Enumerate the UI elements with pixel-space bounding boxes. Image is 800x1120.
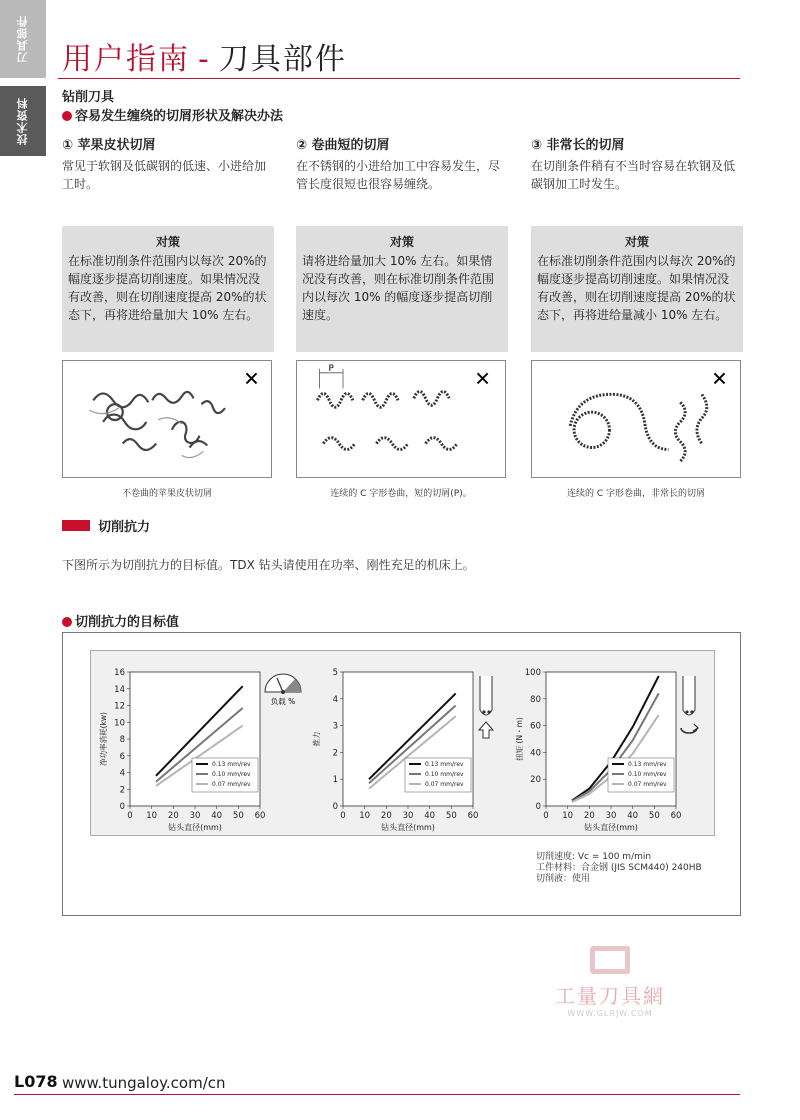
chip-heading: 容易发生缠绕的切屑形状及解决办法: [62, 105, 283, 124]
reject-mark: ✕: [243, 367, 260, 391]
legend-label: 0.10 mm/rev: [628, 771, 667, 778]
x-tick-label: 40: [424, 811, 436, 821]
load-gauge-icon: [265, 674, 301, 694]
page-number: L078: [14, 1072, 58, 1091]
x-tick-label: 10: [562, 811, 574, 821]
chip-caption-3: 连续的 C 字形卷曲，非常长的切屑: [566, 489, 705, 499]
y-tick-label: 0: [119, 802, 125, 812]
drill-thrust-icon: [479, 676, 493, 738]
y-axis-label: 扭矩 (N・m): [515, 717, 524, 761]
footer-url-link[interactable]: www.tungaloy.com/cn: [62, 1074, 226, 1092]
y-tick-label: 2: [119, 785, 125, 796]
x-tick-label: 0: [543, 811, 549, 821]
x-tick-label: 50: [445, 811, 457, 821]
x-tick-label: 60: [467, 811, 479, 821]
y-tick-label: 60: [530, 721, 541, 732]
x-tick-label: 10: [146, 811, 158, 821]
load-gauge-label: 负载 %: [270, 697, 296, 706]
legend-label: 0.07 mm/rev: [212, 781, 251, 788]
section-marker: [62, 520, 90, 531]
y-tick-label: 0: [332, 802, 338, 812]
y-tick-label: 40: [530, 748, 541, 759]
chip-caption-1: 不卷曲的苹果皮状切屑: [121, 489, 212, 499]
remedy-box-3: 对策 在标准切削条件范围内以每次 20%的幅度逐步提高切削速度。如果情况没有改善，则在切削速度提高 20%的状态下，再将进给量减小 10% 左右。: [531, 226, 743, 352]
watermark: 工量刀具網 WWW.GLRJW.COM: [540, 946, 680, 1018]
x-tick-label: 10: [359, 811, 371, 821]
y-axis-label: 净功率消耗(kw): [99, 712, 108, 766]
chip-image-apple-peel: [62, 360, 272, 478]
section-label: 钻削刀具: [62, 90, 115, 105]
reject-mark: ✕: [711, 367, 728, 391]
pitch-label: P: [328, 363, 334, 374]
y-axis-label: 推力: [312, 731, 321, 747]
chart-heading: 切削抗力的目标值: [62, 611, 179, 630]
x-tick-label: 0: [340, 811, 346, 821]
legend-label: 0.07 mm/rev: [425, 781, 464, 788]
bullet-dot: [62, 111, 72, 121]
y-tick-label: 14: [114, 684, 125, 695]
title-divider: [58, 78, 740, 79]
x-tick-label: 20: [380, 811, 392, 821]
legend-label: 0.13 mm/rev: [212, 761, 251, 768]
x-tick-label: 40: [627, 811, 639, 821]
y-tick-label: 80: [530, 694, 541, 705]
footer-divider: [14, 1094, 740, 1095]
remedy-box-2: 对策 请将进给量加大 10% 左右。如果情况没有改善，则在标准切削条件范围内以每次 10% 的幅度逐步提高切削速度。: [296, 226, 508, 352]
x-tick-label: 0: [127, 811, 133, 821]
y-tick-label: 4: [119, 768, 125, 779]
x-tick-label: 20: [583, 811, 595, 821]
bullet-dot: [62, 617, 72, 627]
legend-label: 0.10 mm/rev: [212, 771, 251, 778]
x-tick-label: 60: [670, 811, 682, 821]
legend-label: 0.07 mm/rev: [628, 781, 667, 788]
legend-label: 0.10 mm/rev: [425, 771, 464, 778]
force-section-label: 切削抗力: [62, 516, 150, 535]
force-description: 下图所示为切削抗力的目标值。TDX 钻头请使用在功率、刚性充足的机床上。: [62, 558, 475, 572]
y-tick-label: 0: [535, 802, 541, 812]
chip-type-short-curl: ② 卷曲短的切屑 在不锈钢的小进给加工中容易发生，尽管长度很短也很容易缠绕。: [296, 138, 501, 191]
test-conditions: 切削速度: Vc = 100 m/min 工件材料：合金钢 (JIS SCM440) 240HB 切削液：使用: [536, 852, 702, 884]
x-tick-label: 60: [254, 811, 266, 821]
y-tick-label: 4: [332, 694, 338, 705]
x-tick-label: 20: [167, 811, 179, 821]
x-tick-label: 50: [648, 811, 660, 821]
chip-image-very-long: [531, 360, 741, 478]
y-tick-label: 100: [524, 668, 541, 678]
y-tick-label: 3: [332, 721, 338, 732]
y-tick-label: 1: [332, 775, 338, 786]
y-tick-label: 8: [119, 735, 125, 745]
y-tick-label: 12: [114, 701, 125, 712]
x-axis-label: 钻头直径(mm): [584, 823, 638, 832]
x-tick-label: 40: [211, 811, 223, 821]
x-axis-label: 钻头直径(mm): [168, 823, 222, 832]
y-tick-label: 5: [332, 668, 338, 678]
x-tick-label: 30: [605, 811, 617, 821]
x-tick-label: 50: [232, 811, 244, 821]
x-tick-label: 30: [402, 811, 414, 821]
remedy-box-1: 对策 在标准切削条件范围内以每次 20%的幅度逐步提高切削速度。如果情况没有改善，则在切削速度提高 20%的状态下，再将进给量加大 10% 左右。: [62, 226, 274, 352]
y-tick-label: 2: [332, 748, 338, 759]
drill-torque-icon: [681, 676, 698, 733]
x-axis-label: 钻头直径(mm): [381, 823, 435, 832]
legend-label: 0.13 mm/rev: [628, 761, 667, 768]
chip-caption-2: 连续的 C 字形卷曲，短的切屑(P)。: [330, 489, 472, 499]
side-tab-technical-data[interactable]: 技术资料: [0, 86, 46, 156]
charts-svg: [90, 650, 715, 836]
x-tick-label: 30: [189, 811, 201, 821]
y-tick-label: 16: [114, 668, 125, 678]
y-tick-label: 6: [119, 751, 125, 762]
y-tick-label: 20: [530, 775, 541, 786]
y-tick-label: 10: [114, 718, 125, 729]
page-title: 用户指南 - 刀具部件: [62, 42, 347, 77]
chip-type-very-long: ③ 非常长的切屑 在切削条件稍有不当时容易在软钢及低碳钢加工时发生。: [531, 138, 736, 191]
side-tab-tool-parts[interactable]: 刀具部件: [0, 0, 46, 78]
watermark-logo: [590, 946, 630, 974]
chip-image-short-curl: [296, 360, 506, 478]
chip-type-apple-peel: ① 苹果皮状切屑 常见于软钢及低碳钢的低速、小进给加工时。: [62, 138, 267, 191]
legend-label: 0.13 mm/rev: [425, 761, 464, 768]
reject-mark: ✕: [474, 367, 491, 391]
